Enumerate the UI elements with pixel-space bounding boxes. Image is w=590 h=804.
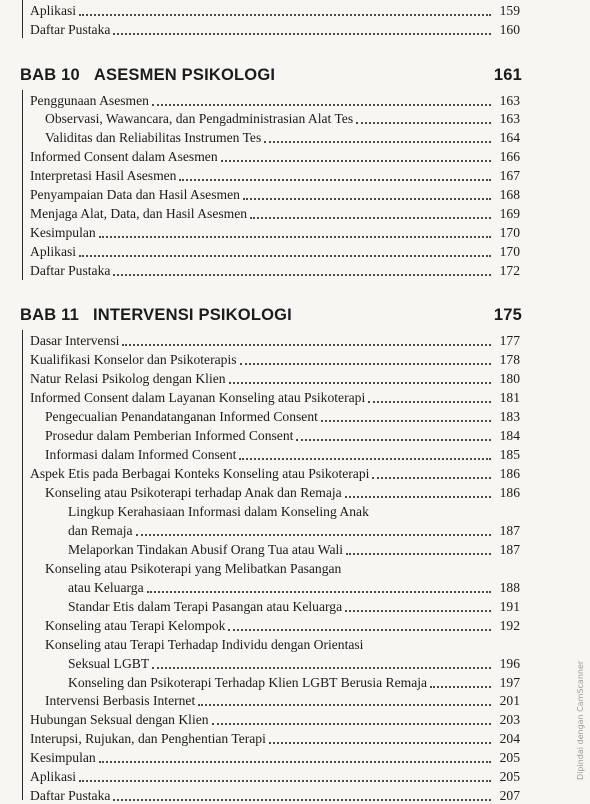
chapter-number: BAB 10	[20, 66, 80, 84]
dot-leader	[240, 353, 491, 365]
dot-leader	[152, 94, 491, 106]
toc-entry[interactable]	[68, 580, 520, 596]
toc-page-number: 170	[499, 244, 520, 259]
toc-entry-text: Kesimpulan	[30, 225, 96, 240]
toc-page-number: 163	[499, 111, 520, 126]
dot-leader	[79, 770, 491, 782]
toc-entry-text: Daftar Pustaka	[30, 263, 111, 278]
toc-page-number: 166	[499, 149, 520, 164]
chapter-heading-bab-10[interactable]	[20, 66, 522, 85]
toc-entry[interactable]	[30, 712, 520, 728]
toc-entry-text: Aplikasi	[30, 769, 77, 784]
toc-entry-text: Aspek Etis pada Berbagai Konteks Konseling atau Psikoterapi	[30, 466, 370, 481]
toc-entry-text: Dasar Intervensi	[30, 333, 120, 348]
toc-entry-text: dan Remaja	[68, 523, 133, 538]
toc-page-number: 204	[499, 731, 520, 746]
dot-leader	[221, 150, 491, 162]
toc-entry-text: Hubungan Seksual dengan Klien	[30, 712, 209, 727]
dot-leader	[345, 600, 491, 612]
toc-entry-text: Observasi, Wawancara, dan Pengadministrasian Alat Tes	[45, 111, 354, 126]
dot-leader	[229, 372, 491, 384]
dot-leader	[430, 676, 491, 688]
toc-page-number: 163	[499, 93, 520, 108]
chapter-title: INTERVENSI PSIKOLOGI	[92, 306, 292, 324]
toc-page-number: 172	[499, 263, 520, 278]
toc-page-number: 159	[499, 3, 520, 18]
watermark-text: Dipindai dengan CamScanner	[576, 660, 585, 780]
dot-leader	[113, 264, 491, 276]
toc-page-number: 205	[499, 750, 520, 765]
dot-leader	[321, 410, 491, 422]
toc-entry[interactable]	[30, 333, 520, 349]
toc-page-number: 170	[499, 225, 520, 240]
dot-leader	[346, 543, 491, 555]
toc-entry[interactable]	[30, 168, 520, 184]
toc-page-number: 205	[499, 769, 520, 784]
toc-entry[interactable]	[30, 187, 520, 203]
chapter-page: 175	[493, 306, 522, 324]
bracket-top	[22, 0, 23, 38]
dot-leader	[345, 486, 491, 498]
toc-entry[interactable]	[30, 750, 520, 766]
chapter-title: ASESMEN PSIKOLOGI	[93, 66, 276, 84]
toc-entry-text: Informasi dalam Informed Consent	[45, 447, 237, 462]
dot-leader	[368, 391, 491, 403]
dot-leader	[250, 207, 491, 219]
toc-page-number: 185	[499, 447, 520, 462]
toc-entry[interactable]	[45, 637, 520, 653]
toc-entry[interactable]	[30, 390, 520, 406]
chapter-page: 161	[493, 66, 522, 84]
toc-entry-text: Daftar Pustaka	[30, 22, 111, 37]
toc-entry[interactable]	[45, 428, 520, 444]
bracket-bab-10	[22, 90, 23, 280]
toc-page-number: 192	[499, 618, 520, 633]
dot-leader	[269, 732, 491, 744]
toc-page-number: 178	[499, 352, 520, 367]
toc-entry[interactable]	[45, 618, 520, 634]
toc-entry[interactable]	[30, 149, 520, 165]
toc-entry-text: Konseling atau Psikoterapi yang Melibatkan Pasangan	[45, 561, 342, 576]
toc-entry[interactable]	[30, 769, 520, 785]
toc-entry-text: Aplikasi	[30, 3, 77, 18]
toc-entry-top-aplikasi[interactable]	[30, 3, 520, 19]
dot-leader	[212, 713, 491, 725]
toc-page-number: 168	[499, 187, 520, 202]
toc-entry-text: Natur Relasi Psikolog dengan Klien	[30, 371, 226, 386]
toc-entry-text: Konseling atau Terapi Terhadap Individu dengan Orientasi	[45, 637, 364, 652]
toc-entry[interactable]	[68, 599, 520, 615]
chapter-heading-bab-11[interactable]	[20, 306, 522, 325]
toc-page-number: 187	[499, 523, 520, 538]
scanner-watermark	[576, 560, 588, 800]
toc-entry[interactable]	[45, 447, 520, 463]
dot-leader	[239, 448, 491, 460]
toc-entry[interactable]	[45, 409, 520, 425]
toc-page-number: 187	[499, 542, 520, 557]
dot-leader	[372, 467, 491, 479]
toc-entry[interactable]	[68, 542, 520, 558]
toc-entry-text: Validitas dan Reliabilitas Instrumen Tes	[45, 130, 262, 145]
dot-leader	[228, 619, 491, 631]
toc-entry-text: Lingkup Kerahasiaan Informasi dalam Konseling Anak	[68, 504, 369, 519]
toc-entry[interactable]	[30, 93, 520, 109]
toc-entry[interactable]	[30, 466, 520, 482]
dot-leader	[147, 581, 491, 593]
toc-entry[interactable]	[30, 263, 520, 279]
toc-entry[interactable]	[45, 111, 520, 127]
toc-page-number: 191	[499, 599, 520, 614]
toc-page-number: 183	[499, 409, 520, 424]
toc-entry[interactable]	[30, 352, 520, 368]
toc-entry-text: Interpretasi Hasil Asesmen	[30, 168, 177, 183]
dot-leader	[198, 694, 491, 706]
toc-entry-text: Konseling atau Terapi Kelompok	[45, 618, 226, 633]
toc-entry[interactable]	[68, 656, 520, 672]
toc-entry-text: Pengecualian Penandatanganan Informed Consent	[45, 409, 318, 424]
toc-page-number: 160	[499, 22, 520, 37]
toc-entry[interactable]	[45, 561, 520, 577]
toc-page-number: 180	[499, 371, 520, 386]
toc-entry-text: Penyampaian Data dan Hasil Asesmen	[30, 187, 240, 202]
toc-entry-text: Melaporkan Tindakan Abusif Orang Tua atau Wali	[68, 542, 344, 557]
dot-leader	[79, 4, 491, 16]
toc-entry-text: Standar Etis dalam Terapi Pasangan atau Keluarga	[68, 599, 343, 614]
toc-page-number: 203	[499, 712, 520, 727]
toc-page-number: 169	[499, 206, 520, 221]
toc-entry[interactable]	[30, 731, 520, 747]
toc-entry-text: Konseling atau Psikoterapi terhadap Anak dan Remaja	[45, 485, 342, 500]
toc-entry-text: Informed Consent dalam Asesmen	[30, 149, 218, 164]
toc-entry[interactable]	[30, 788, 520, 804]
toc-entry-text: atau Keluarga	[68, 580, 144, 595]
dot-leader	[356, 112, 491, 124]
toc-page-number: 167	[499, 168, 520, 183]
toc-page-number: 188	[499, 580, 520, 595]
dot-leader	[113, 789, 491, 801]
toc-page-number: 164	[499, 130, 520, 145]
bracket-bab-11	[22, 330, 23, 800]
dot-leader	[99, 751, 491, 763]
toc-entry-text: Intervensi Berbasis Internet	[45, 693, 196, 708]
dot-leader	[113, 23, 491, 35]
dot-leader	[264, 131, 491, 143]
toc-page-number: 186	[499, 485, 520, 500]
toc-entry[interactable]	[45, 130, 520, 146]
toc-entry[interactable]	[30, 225, 520, 241]
dot-leader	[99, 226, 491, 238]
toc-entry-text: Kesimpulan	[30, 750, 96, 765]
toc-page-number: 196	[499, 656, 520, 671]
toc-entry-text: Aplikasi	[30, 244, 77, 259]
dot-leader	[296, 429, 491, 441]
toc-entry[interactable]	[68, 675, 520, 691]
toc-entry-text: Penggunaan Asesmen	[30, 93, 149, 108]
toc-entry-top-daftar-pustaka[interactable]	[30, 22, 520, 38]
toc-entry[interactable]	[68, 504, 520, 520]
dot-leader	[152, 657, 491, 669]
toc-entry[interactable]	[30, 206, 520, 222]
dot-leader	[79, 245, 491, 257]
toc-entry[interactable]	[30, 371, 520, 387]
toc-entry[interactable]	[30, 244, 520, 260]
toc-page-number: 177	[499, 333, 520, 348]
dot-leader	[136, 524, 491, 536]
toc-entry-text: Menjaga Alat, Data, dan Hasil Asesmen	[30, 206, 248, 221]
chapter-number: BAB 11	[20, 306, 79, 324]
toc-page-number: 201	[499, 693, 520, 708]
toc-entry-text: Seksual LGBT	[68, 656, 150, 671]
toc-entry-text: Interupsi, Rujukan, dan Penghentian Terapi	[30, 731, 266, 746]
toc-entry-text: Kualifikasi Konselor dan Psikoterapis	[30, 352, 237, 367]
toc-entry-text: Informed Consent dalam Layanan Konseling atau Psikoterapi	[30, 390, 366, 405]
toc-entry[interactable]	[45, 485, 520, 501]
dot-leader	[122, 334, 491, 346]
toc-page-number: 186	[499, 466, 520, 481]
toc-entry-text: Prosedur dalam Pemberian Informed Consent	[45, 428, 294, 443]
dot-leader	[243, 188, 491, 200]
toc-entry-text: Daftar Pustaka	[30, 788, 111, 803]
toc-entry[interactable]	[45, 693, 520, 709]
toc-entry[interactable]	[68, 523, 520, 539]
toc-page-number: 184	[499, 428, 520, 443]
toc-page-number: 181	[499, 390, 520, 405]
toc-entry-text: Konseling dan Psikoterapi Terhadap Klien LGBT Berusia Remaja	[68, 675, 428, 690]
toc-page-number: 197	[499, 675, 520, 690]
dot-leader	[179, 169, 491, 181]
toc-page-number: 207	[499, 788, 520, 803]
